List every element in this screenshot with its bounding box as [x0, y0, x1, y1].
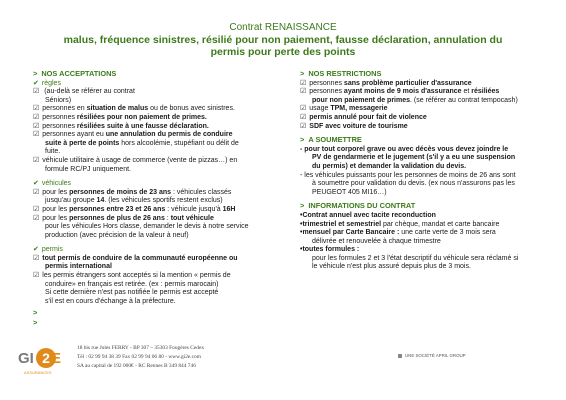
list-item: ☑ usage TPM, messagerie	[300, 105, 388, 113]
address-line-2: Tél : 02 99 94 38 39 Fax 02 99 94 06 80 - www.gi2e.com	[77, 354, 201, 360]
list-item: ☑ SDF avec voiture de tourisme	[300, 122, 408, 130]
list-item: ☑ personnes ayant moins de 9 mois d'assurance et résiliées	[300, 88, 500, 96]
list-item: - pour tout corporel grave ou avec décès vous devez joindre le	[300, 145, 509, 153]
list-item: - les véhicules puissants pour les personnes de moins de 26 ans sont	[300, 171, 516, 179]
list-item: délivrée et renouvelée à chaque trimestre	[312, 237, 441, 245]
regles-subheading: ✔ règles	[33, 79, 61, 87]
chevron-right-icon: >	[33, 69, 38, 78]
title-line-2: malus, fréquence sinistres, résilié pour non paiement, fausse déclaration, annulation du	[63, 34, 503, 46]
gi2e-logo	[18, 348, 66, 375]
list-item: ☑ les permis étrangers sont acceptés si la mention « permis de	[33, 272, 231, 280]
acceptations-heading: > NOS ACCEPTATIONS	[33, 69, 117, 78]
check-circle-icon: ☑	[300, 105, 307, 113]
informations-heading: > INFORMATIONS DU CONTRAT	[300, 201, 416, 211]
chevron-right-icon: >	[300, 69, 305, 78]
list-item: ☑ pour les personnes de plus de 26 ans : tout véhicule	[33, 214, 214, 222]
empty-bullet-2	[33, 319, 281, 328]
page-title	[0, 22, 566, 58]
title-line-3: permis pour perte des points	[210, 46, 356, 58]
logo-text-e: E	[51, 350, 62, 367]
list-item: fuite.	[45, 148, 61, 156]
logo-subtitle: ASSURANCES	[24, 370, 52, 375]
list-item: ☑ personnes ayant eu une annulation du permis de conduire	[33, 131, 233, 139]
list-item: Séniors)	[45, 96, 72, 104]
permis-subheading: ✔ permis	[33, 246, 63, 254]
check-circle-icon: ✔	[33, 79, 39, 87]
list-item: ☑ tout permis de conduire de la communauté européenne ou	[33, 254, 238, 262]
check-circle-icon: ☑	[33, 254, 40, 262]
check-circle-icon: ☑	[33, 122, 40, 130]
restrictions-column	[300, 70, 540, 272]
list-item: •Contrat annuel avec tacite reconduction	[300, 211, 436, 219]
list-item: formule RC/PJ uniquement.	[45, 165, 131, 173]
check-circle-icon: ☑	[33, 131, 40, 139]
check-circle-icon: ✔	[33, 180, 39, 188]
title-line-1: Contrat RENAISSANCE	[229, 22, 337, 33]
soumettre-heading: > A SOUMETTRE	[300, 135, 362, 145]
list-item: à soumettre pour validation du devis. (ex nous n'assurons pas les	[312, 180, 515, 188]
check-circle-icon: ☑	[33, 156, 40, 164]
list-item: ☑ (au-delà se référer au contrat	[33, 88, 135, 96]
check-circle-icon: ☑	[300, 122, 307, 130]
check-circle-icon: ✔	[33, 246, 39, 254]
company-address	[77, 344, 204, 371]
list-item: •trimestriel et semestriel par chèque, mandat et carte bancaire	[300, 220, 500, 228]
regles-list	[33, 88, 281, 174]
check-circle-icon: ☑	[300, 113, 307, 121]
list-item: du permis) et demander la validation du devis.	[312, 162, 467, 170]
list-item: pour les véhicules Hors classe, demander le devis à notre service	[45, 223, 249, 231]
list-item: production (avec précision de la valeur à neuf)	[45, 231, 189, 239]
address-line-1: 18 bis rue Jules FERRY - BP 307 – 35303 Fougères Cedex	[77, 345, 205, 351]
list-item: ☑ pour les personnes de moins de 23 ans : véhicules classés	[33, 188, 232, 196]
list-item: suite à perte de points hors alcoolémie, stupéfiant ou délit de	[45, 139, 239, 147]
permis-list	[33, 255, 281, 307]
list-item: jusqu'au groupe 14. (les véhicules sportifs restent exclus)	[45, 197, 223, 205]
april-group-mention: UNE SOCIÉTÉ APRIL GROUP	[398, 353, 466, 358]
list-item: ☑ personnes résiliées suite à une fausse déclaration.	[33, 122, 209, 130]
list-item: le véhicule n'est plus assuré depuis plus de 3 mois.	[312, 263, 471, 271]
vehicules-subheading: ✔ véhicules	[33, 180, 72, 188]
chevron-right-icon: >	[300, 201, 305, 211]
list-item: permis international	[45, 263, 112, 271]
check-circle-icon: ☑	[33, 113, 40, 121]
list-item: ☑ personnes en situation de malus ou de bonus avec sinistres.	[33, 105, 235, 113]
check-circle-icon: ☑	[300, 88, 307, 96]
acceptations-column	[33, 70, 281, 329]
chevron-right-icon: >	[300, 135, 305, 145]
logo-circle: 2	[36, 348, 56, 368]
list-item: s'il est en cours d'échange à la préfecture.	[45, 297, 176, 305]
check-circle-icon: ☑	[33, 188, 40, 196]
check-circle-icon: ☑	[33, 272, 40, 280]
list-item: PV de gendarmerie et le jugement (s'il y a eu une suspension	[312, 154, 516, 162]
restrictions-list	[300, 80, 540, 132]
list-item: pour les formules 2 et 3 l'état descriptif du véhicule sera réclamé si	[312, 254, 519, 262]
check-circle-icon: ☑	[33, 205, 40, 213]
empty-bullet-1	[33, 309, 281, 318]
check-circle-icon: ☑	[33, 214, 40, 222]
list-item: •mensuel par Carte Bancaire : une carte verte de 3 mois sera	[300, 229, 496, 237]
address-line-3: SA au capital de 192 000€ - RC Rennes B 349 844 746	[77, 363, 196, 369]
list-item: Si cette dernière n'est pas notifiée le permis est accepté	[45, 289, 219, 297]
logo-text: GI	[18, 350, 34, 367]
list-item: ☑ pour les personnes entre 23 et 26 ans : véhicule jusqu'à 16H	[33, 205, 236, 213]
list-item: •toutes formules :	[300, 246, 360, 254]
list-item: pour non paiement de primes. (se référer au contrat tempocash)	[312, 96, 518, 104]
list-item: ☑ personnes résiliées pour non paiement de primes.	[33, 113, 207, 121]
informations-list	[300, 212, 540, 272]
list-item: PEUGEOT 405 MI16…)	[312, 188, 387, 196]
chevron-right-icon: >	[33, 308, 38, 318]
list-item: ☑ permis annulé pour fait de violence	[300, 113, 427, 121]
list-item: conduire» en français est retirée. (ex : permis marocain)	[45, 280, 219, 288]
vehicules-list	[33, 189, 281, 241]
chevron-right-icon: >	[33, 318, 38, 328]
list-item: ☑ véhicule utilitaire à usage de commerce (vente de pizzas…) en	[33, 156, 238, 164]
restrictions-heading: > NOS RESTRICTIONS	[300, 69, 382, 78]
april-logo-icon	[398, 354, 402, 358]
check-circle-icon: ☑	[33, 105, 40, 113]
soumettre-list	[300, 146, 540, 198]
check-circle-icon: ☑	[300, 79, 307, 87]
list-item: ☑ personnes sans problème particulier d'assurance	[300, 79, 472, 87]
check-circle-icon: ☑	[33, 88, 40, 96]
